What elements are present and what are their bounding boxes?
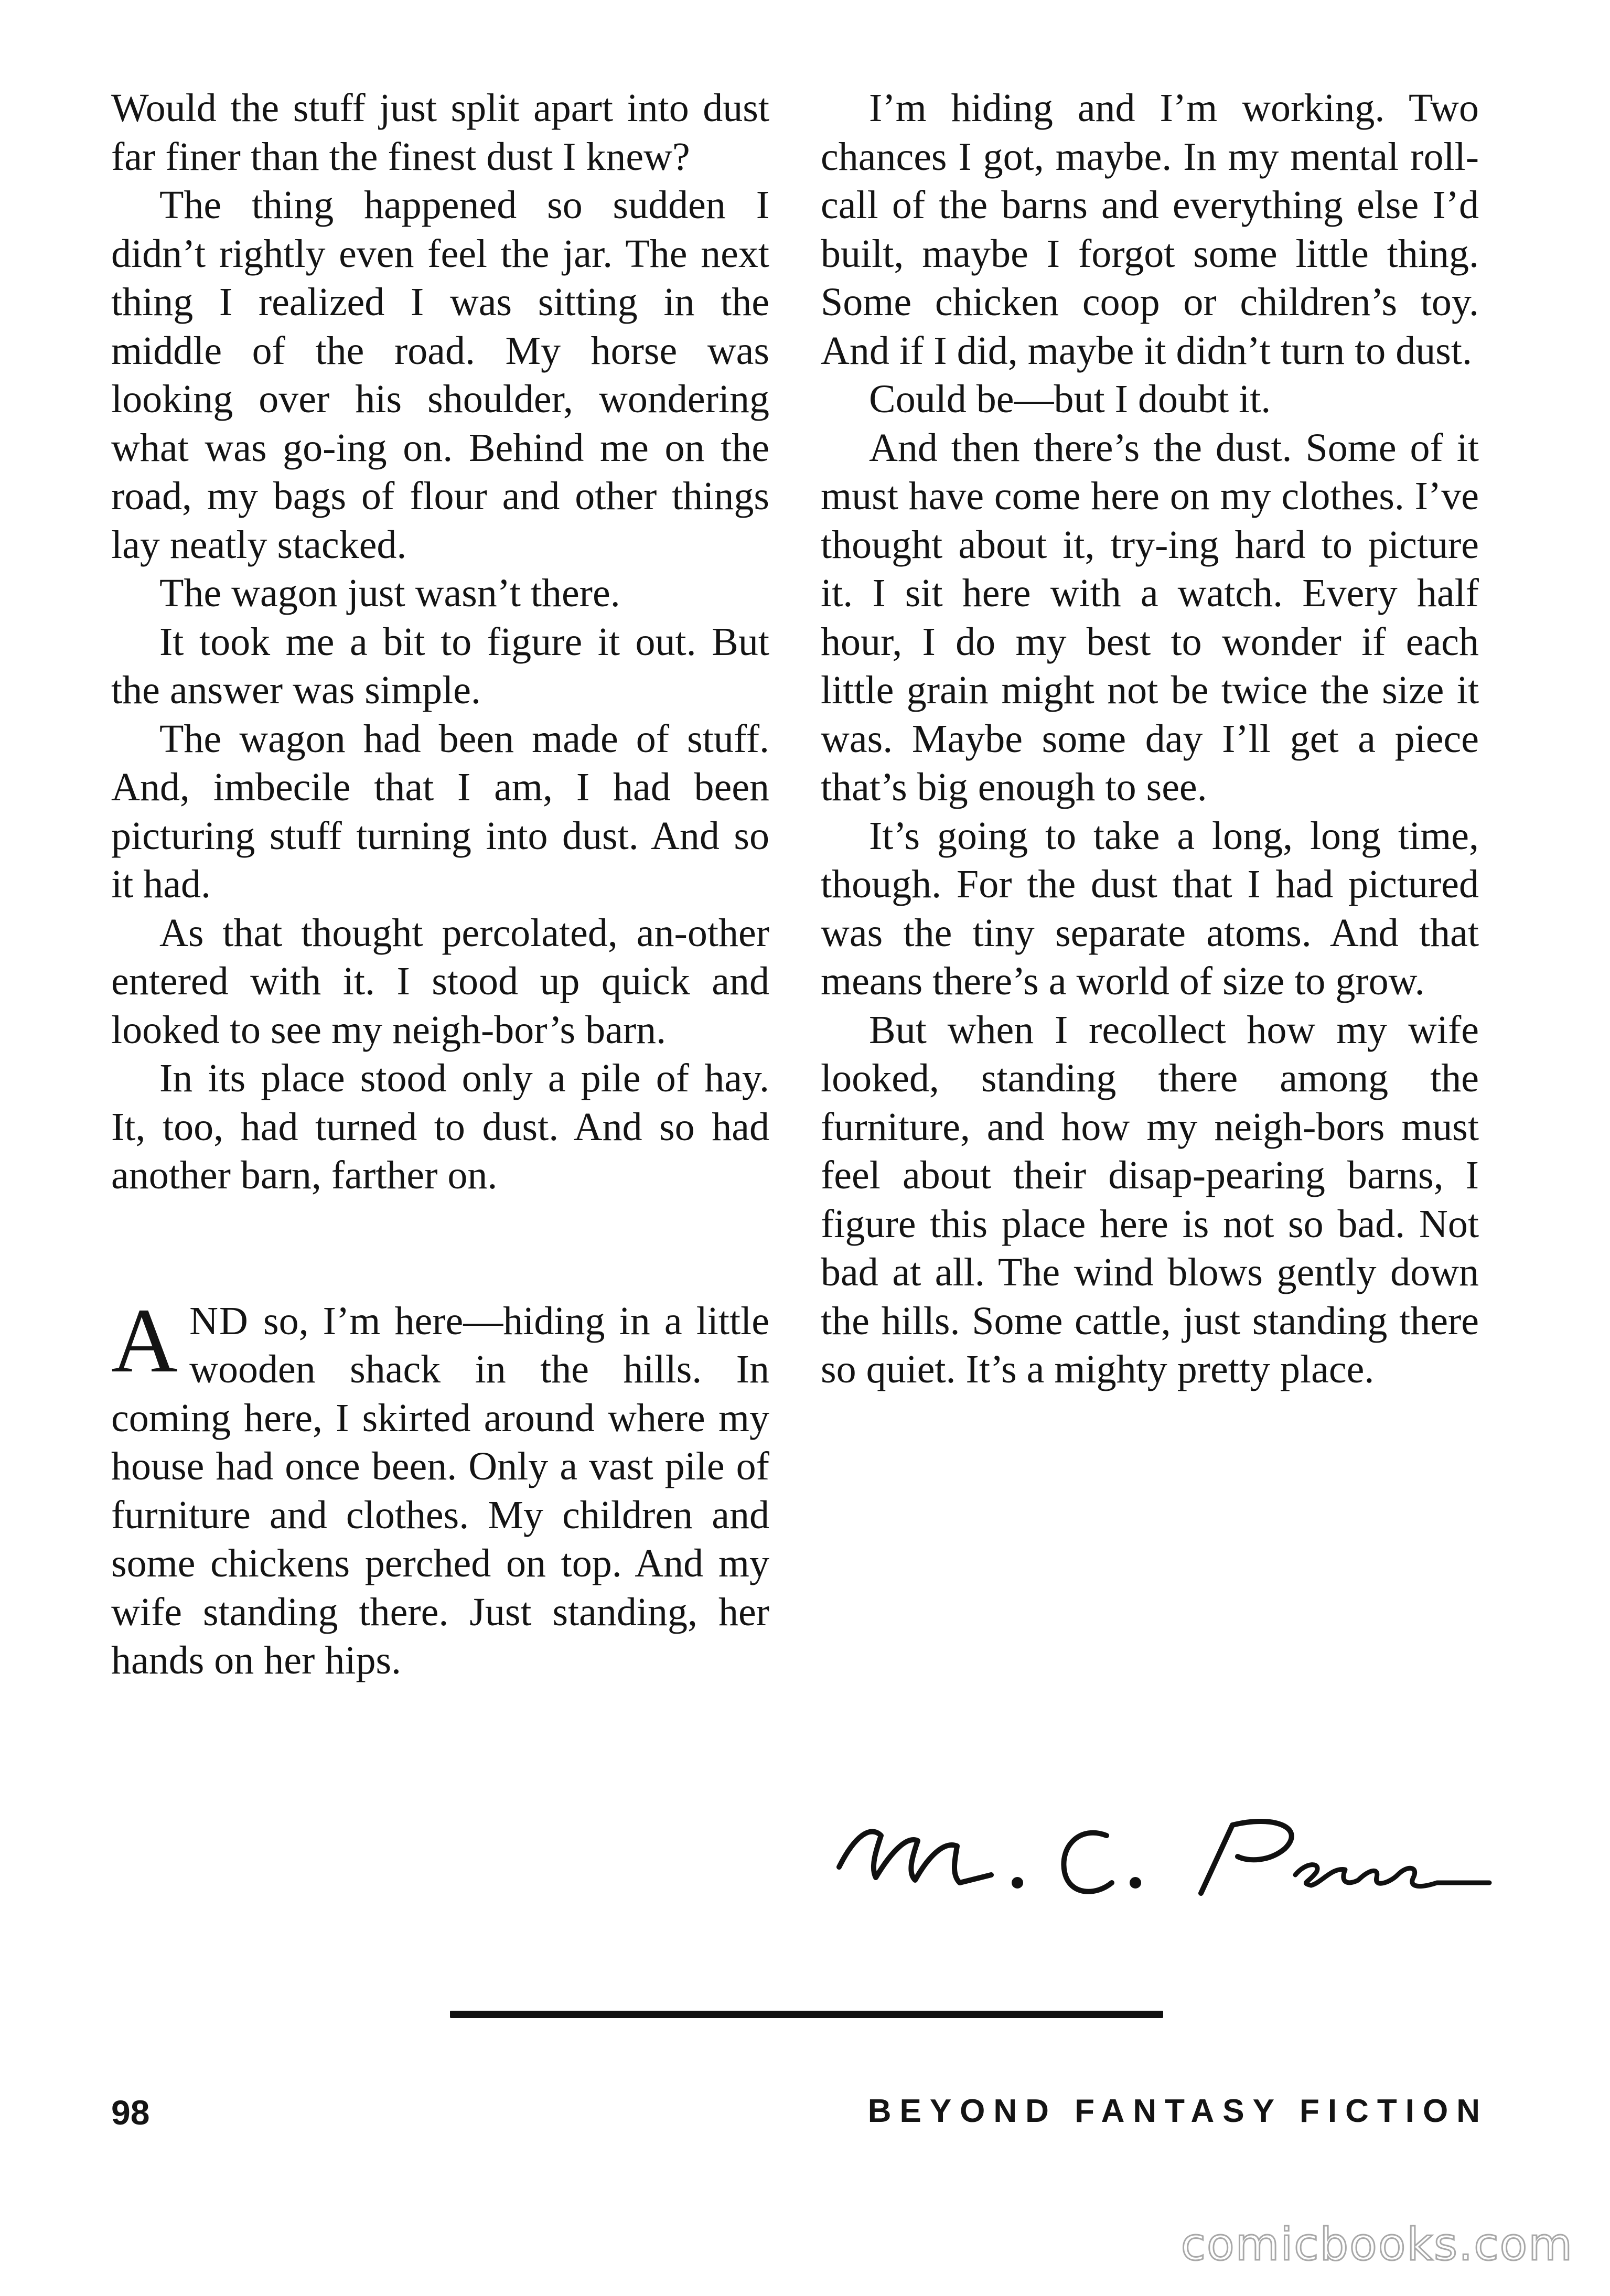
paragraph: But when I recollect how my wife looked, standing there among the furniture, and how my neigh-bors must feel about their disap-pearing barns, I figure this place here is not so bad. Not bad at all. The wind blows gently down the hills. Some cattle, just standing there so quiet. It’s a mighty pretty place.: [821, 1007, 1479, 1391]
right-column: [821, 84, 1479, 1394]
paragraph: I’m hiding and I’m working. Two chances I got, maybe. In my mental roll-call of the barns and everything else I’d built, maybe I forgot some little thing. Some chicken coop or children’s toy. And if I did, maybe it didn’t turn to dust.: [821, 86, 1479, 373]
paragraph: The thing happened so sudden I didn’t rightly even feel the jar. The next thing I realized I was sitting in the middle of the road. My horse was looking over his shoulder, wondering what was go-ing on. Behind me on the road, my bags of flour and other things lay neatly stacked.: [111, 183, 769, 567]
magazine-title: BEYOND FANTASY FICTION: [867, 2093, 1488, 2129]
paragraph-text: so, I’m here—hiding in a little wooden shack in the hills. In coming here, I skirted around where my house had once been. Only a vast pile of furniture and clothes. My children and some chickens perched on top. And my wife standing there. Just standing, her hands on her hips.: [111, 1299, 769, 1682]
paragraph: The wagon just wasn’t there.: [159, 571, 620, 615]
paragraph: In its place stood only a pile of hay. It, too, had turned to dust. And so had another barn, farther on.: [111, 1056, 769, 1197]
page-number: 98: [111, 2093, 150, 2132]
watermark-text: comicbooks.com: [1180, 2218, 1573, 2271]
paragraph: The wagon had been made of stuff. And, imbecile that I am, I had been picturing stuff turning into dust. And so it had.: [111, 716, 769, 906]
small-caps-lead: ND: [189, 1299, 249, 1343]
paragraph: Could be—but I doubt it.: [869, 377, 1271, 421]
paragraph: It’s going to take a long, long time, though. For the dust that I had pictured was the tiny separate atoms. And that means there’s a world of size to grow.: [821, 813, 1479, 1003]
left-column: [111, 84, 769, 1685]
paragraph: As that thought percolated, an-other entered with it. I stood up quick and looked to see my neigh-bor’s barn.: [111, 910, 769, 1052]
paragraph: And then there’s the dust. Some of it must have come here on my clothes. I’ve thought about it, try-ing hard to picture it. I sit here with a watch. Every half hour, I do my best to wonder if each little grain might not be twice the size it was. Maybe some day I’ll get a piece that’s big enough to see.: [821, 425, 1479, 809]
paragraph: Would the stuff just split apart into dust far finer than the finest dust I knew?: [111, 86, 769, 179]
author-signature: [834, 1804, 1500, 1909]
footer-rule: [450, 2011, 1163, 2018]
paragraph: It took me a bit to figure it out. But the answer was simple.: [111, 619, 769, 712]
section-break: [111, 1200, 769, 1297]
drop-cap: A: [111, 1289, 178, 1392]
section-opening-paragraph: [111, 1289, 769, 1685]
